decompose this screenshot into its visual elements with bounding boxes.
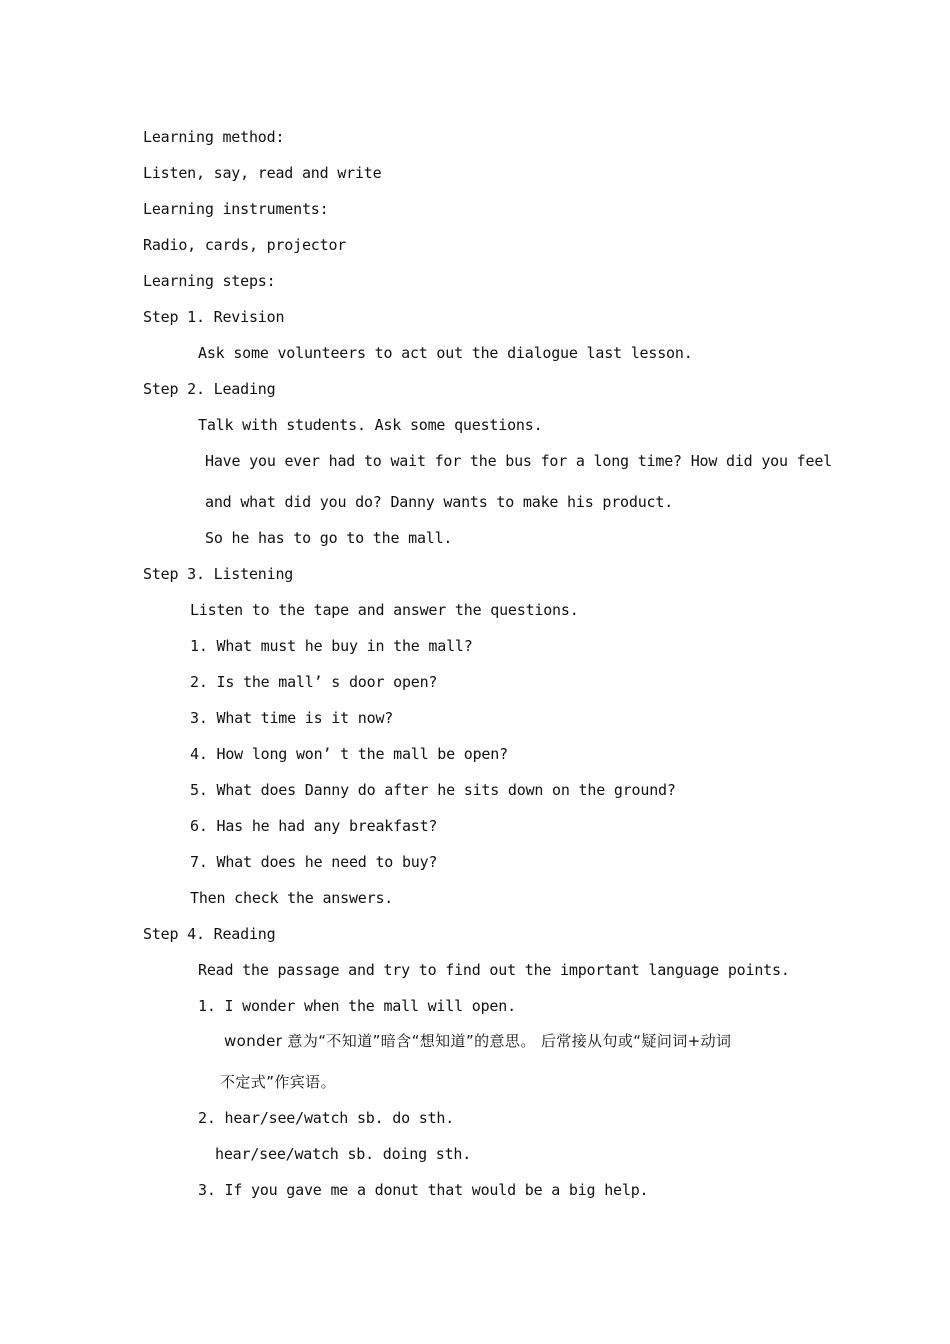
step4-intro: Read the passage and try to find out the important language points. (198, 961, 790, 979)
step2-line3: So he has to go to the mall. (205, 529, 453, 547)
question-item: 6. Has he had any breakfast? (190, 817, 438, 835)
language-point-2-alt: hear/see/watch sb. doing sth. (215, 1145, 472, 1163)
learning-steps-heading: Learning steps: (143, 272, 276, 290)
question-item: 4. How long won’ t the mall be open? (190, 745, 508, 763)
learning-method-heading: Learning method: (143, 128, 285, 146)
language-point-1-note: wonder 意为“不知道”暗含“想知道”的意思。 后常接从句或“疑问词+动词 (224, 1032, 732, 1050)
language-point-1: 1. I wonder when the mall will open. (198, 997, 516, 1015)
question-item: 7. What does he need to buy? (190, 853, 438, 871)
question-item: 1. What must he buy in the mall? (190, 637, 473, 655)
question-item: 5. What does Danny do after he sits down on the ground? (190, 781, 676, 799)
learning-instruments-heading: Learning instruments: (143, 200, 329, 218)
language-point-3: 3. If you gave me a donut that would be a big help. (198, 1181, 649, 1199)
step1-title: Step 1. Revision (143, 308, 285, 326)
step2-title: Step 2. Leading (143, 380, 276, 398)
step3-title: Step 3. Listening (143, 565, 294, 583)
question-item: 2. Is the mall’ s door open? (190, 673, 438, 691)
step3-outro: Then check the answers. (190, 889, 394, 907)
step2-line2: and what did you do? Danny wants to make his product. (205, 493, 674, 511)
step4-title: Step 4. Reading (143, 925, 276, 943)
question-item: 3. What time is it now? (190, 709, 394, 727)
step3-intro: Listen to the tape and answer the questions. (190, 601, 579, 619)
language-point-2: 2. hear/see/watch sb. do sth. (198, 1109, 455, 1127)
step2-intro: Talk with students. Ask some questions. (198, 416, 543, 434)
learning-instruments-text: Radio, cards, projector (143, 236, 347, 254)
step2-line1: Have you ever had to wait for the bus for a long time? How did you feel (205, 452, 832, 470)
step1-body: Ask some volunteers to act out the dialogue last lesson. (198, 344, 693, 362)
learning-method-text: Listen, say, read and write (143, 164, 382, 182)
language-point-1-note-cont: 不定式”作宾语。 (220, 1073, 336, 1091)
